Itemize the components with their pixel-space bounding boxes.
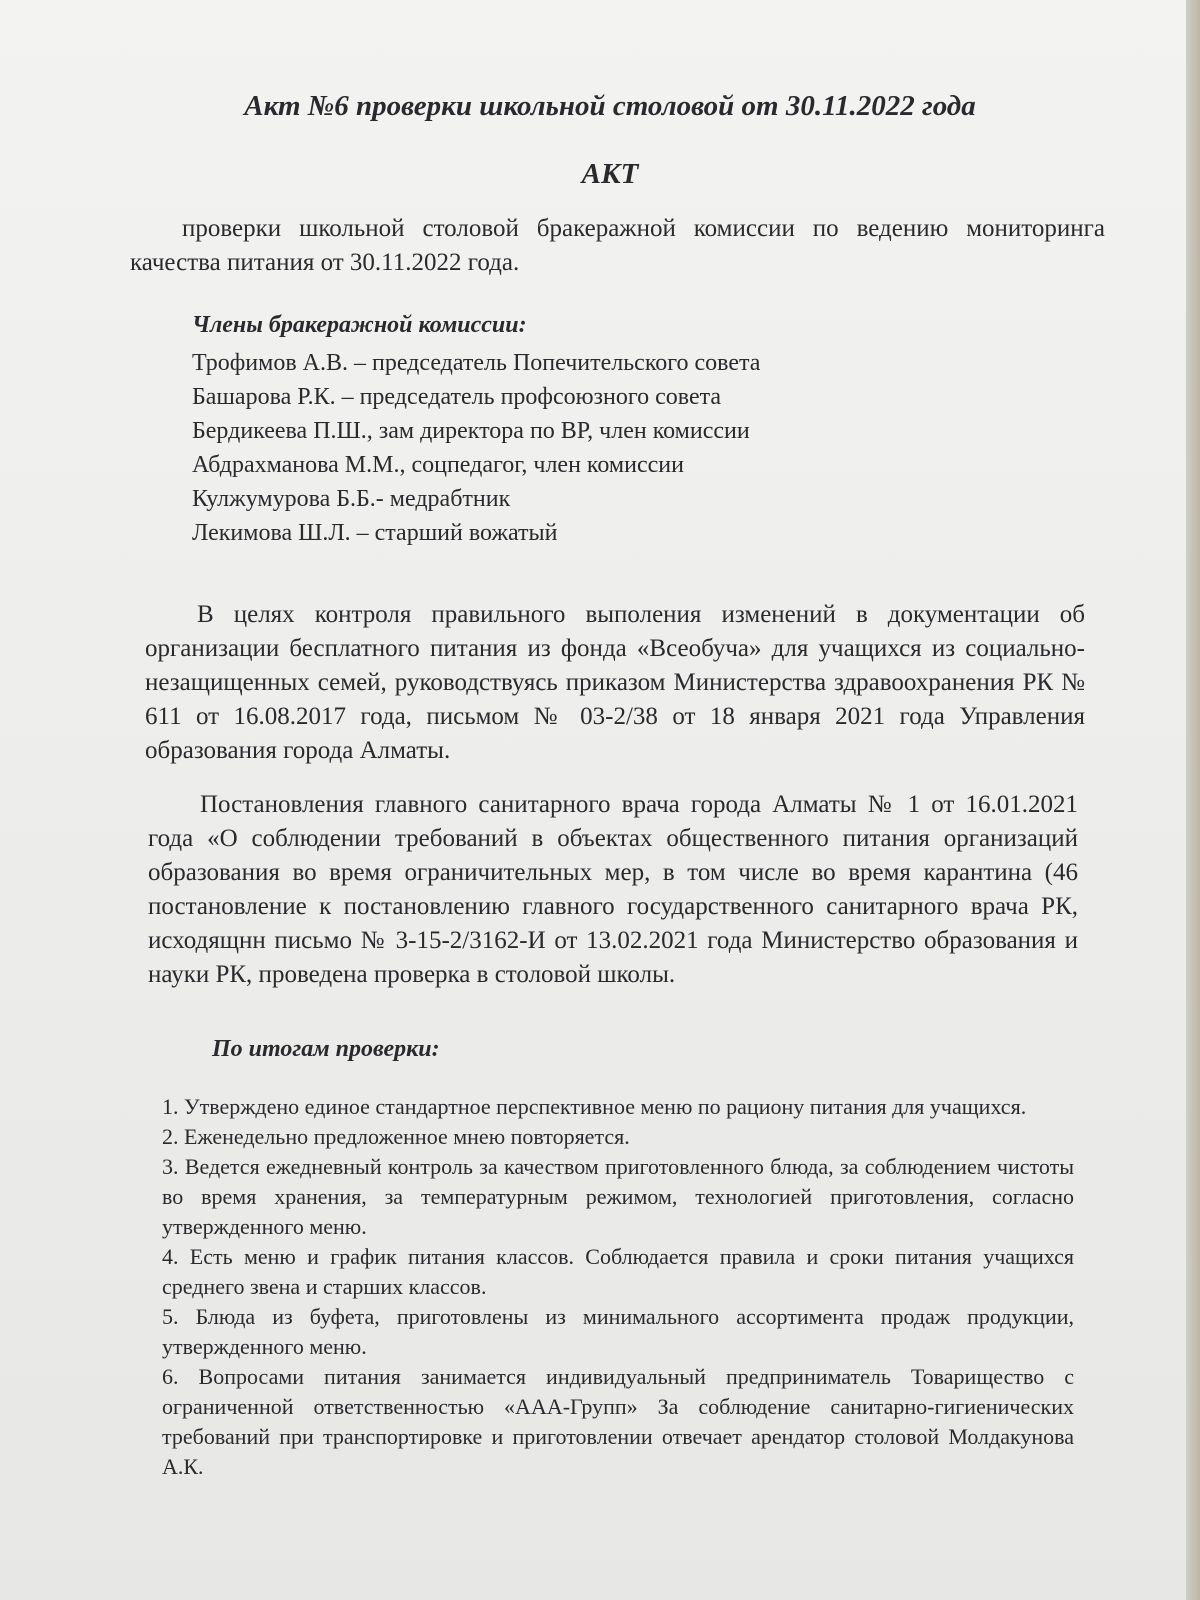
purpose-paragraph: В целях контроля правильного выполения изменений в документации об организации бесплатного питания из фонда «Всеобуча» для учащихся из социально-незащищенных семей, руководствуясь приказом Министерства здравоохранения РК № 611 от 16.08.2017 года, письмом № 03-2/38 от 18 января 2021 года Управления образования города Алматы.	[145, 601, 1085, 764]
result-item: 4. Есть меню и график питания классов. Соблюдается правила и сроки питания учащихся среднего звена и старших классов.	[162, 1244, 1074, 1299]
member-item: Абдрахманова М.М., соцпедагог, член комиссии	[192, 452, 684, 478]
page-edge	[1186, 0, 1200, 1600]
member-item: Бердикеева П.Ш., зам директора по ВР, член комиссии	[192, 418, 750, 444]
members-list	[192, 346, 760, 550]
member-item: Кулжумурова Б.Б.- медрабтник	[192, 486, 511, 512]
result-item: 3. Ведется ежедневный контроль за качеством приготовленного блюда, за соблюдением чистоты во время хранения, за температурным режимом, технологией приготовления, согласно утвержденного меню.	[162, 1154, 1074, 1239]
results-list	[162, 1092, 1074, 1482]
result-item: 6. Вопросами питания занимается индивидуальный предприниматель Товарищество с ограниченной ответственностью «ААА-Групп» За соблюдение санитарно-гигиенических требований при транспортировке и приготовлении отвечает арендатор столовой Молдакунова А.К.	[162, 1364, 1074, 1479]
document-title: Акт №6 проверки школьной столовой от 30.11.2022 года	[244, 90, 976, 122]
resolution-paragraph: Постановления главного санитарного врача города Алматы № 1 от 16.01.2021 года «О соблюдении требований в объектах общественного питания организаций образования во время ограничительных мер, в том числе во время карантина (46 постановление к постановлению главного государственного санитарного врача РК, исходящнн письмо № 3-15-2/3162-И от 13.02.2021 года Министерство образования и науки РК, проведена проверка в столовой школы.	[148, 791, 1078, 988]
result-item: 2. Еженедельно предложенное мнею повторяется.	[162, 1124, 630, 1149]
member-item: Трофимов А.В. – председатель Попечительского совета	[192, 350, 761, 376]
intro-paragraph: проверки школьной столовой бракеражной комиссии по ведению мониторинга качества питания от 30.11.2022 года.	[130, 215, 1105, 276]
member-item: Башарова Р.К. – председатель профсоюзного совета	[192, 384, 722, 410]
results-title: По итогам проверки:	[212, 1036, 440, 1062]
result-item: 1. Утверждено единое стандартное перспективное меню по рациону питания для учащихся.	[162, 1094, 1027, 1119]
result-item: 5. Блюда из буфета, приготовлены из минимального ассортимента продаж продукции, утвержденного меню.	[162, 1304, 1074, 1359]
member-item: Лекимова Ш.Л. – старший вожатый	[192, 520, 558, 546]
members-title: Члены бракеражной комиссии:	[192, 312, 527, 338]
document-heading: АКТ	[581, 158, 639, 190]
